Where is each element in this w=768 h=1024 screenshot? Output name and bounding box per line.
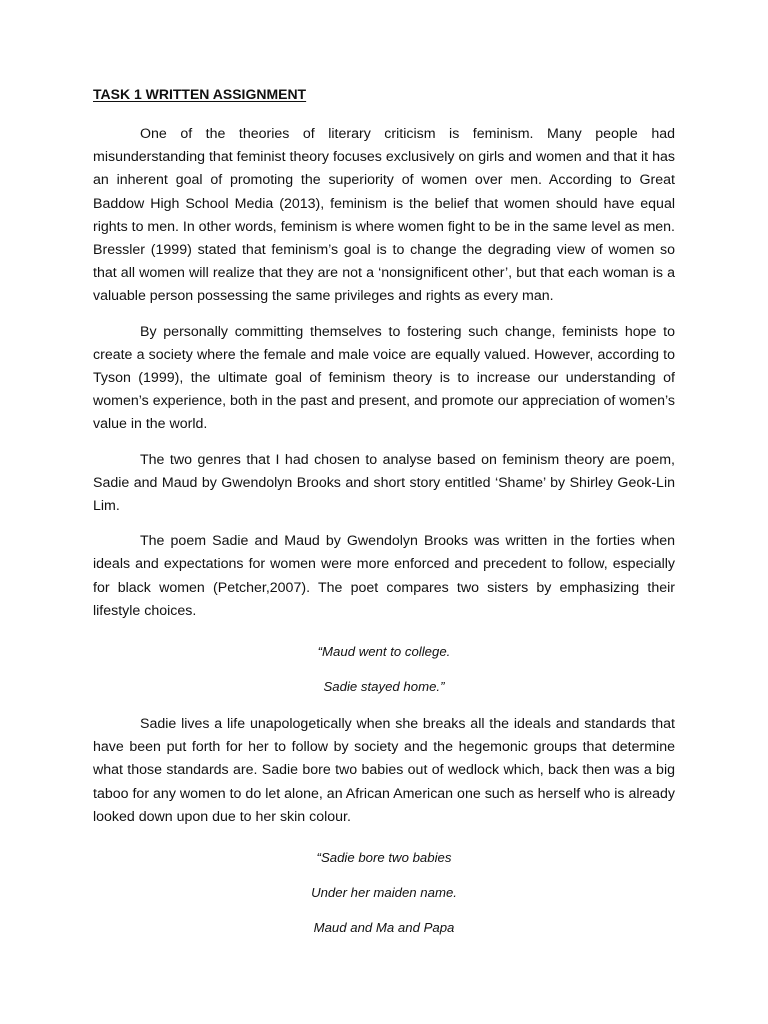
poem-quote-line: Under her maiden name. bbox=[311, 885, 457, 901]
paragraph-feminism-goal: By personally committing themselves to fostering such change, feminists hope to create a society where the female and male voice are equally valued. However, according to Tyson (1999), the ultimate goal of feminism theory is to increase our understanding of women’s experience, both in the past and present, and promote our appreciation of women’s value in the world. bbox=[93, 323, 675, 433]
poem-quote-line: Sadie stayed home.” bbox=[323, 679, 445, 695]
poem-quote-line: “Sadie bore two babies bbox=[316, 850, 452, 866]
poem-quote-line: Maud and Ma and Papa bbox=[313, 920, 455, 936]
paragraph-feminism-intro: One of the theories of literary criticism is feminism. Many people had misunderstanding that feminist theory focuses exclusively on girls and women and that it has an inherent goal of promoting the superiority of women over men. According to Great Baddow High School Media (2013), feminism is the belief that women should have equal rights to men. In other words, feminism is where women fight to be in the same level as men. Bressler (1999) stated that feminism’s goal is to change the degrading view of women so that all women will realize that they are not a ‘nonsignificent other’, but that each woman is a valuable person possessing the same privileges and rights as every man. bbox=[93, 126, 675, 305]
poem-quote-line: “Maud went to college. bbox=[317, 644, 451, 660]
assignment-heading: TASK 1 WRITTEN ASSIGNMENT bbox=[93, 86, 307, 102]
paragraph-sadie-analysis: Sadie lives a life unapologetically when she breaks all the ideals and standards that have been put forth for her to follow by society and the hegemonic groups that determine what those standards are. Sadie bore two babies out of wedlock which, back then was a big taboo for any women to do let alone, an African American one such as herself who is already looked down upon due to her skin colour. bbox=[93, 716, 675, 825]
paragraph-genres: The two genres that I had chosen to analyse based on feminism theory are poem, Sadie and Maud by Gwendolyn Brooks and short story entitled ‘Shame’ by Shirley Geok-Lin Lim. bbox=[93, 451, 675, 515]
paragraph-poem-context: The poem Sadie and Maud by Gwendolyn Brooks was written in the forties when ideals and expectations for women were more enforced and precedent to follow, especially for black women (Petcher,2007). The poet compares two sisters by emphasizing their lifestyle choices. bbox=[93, 533, 675, 619]
